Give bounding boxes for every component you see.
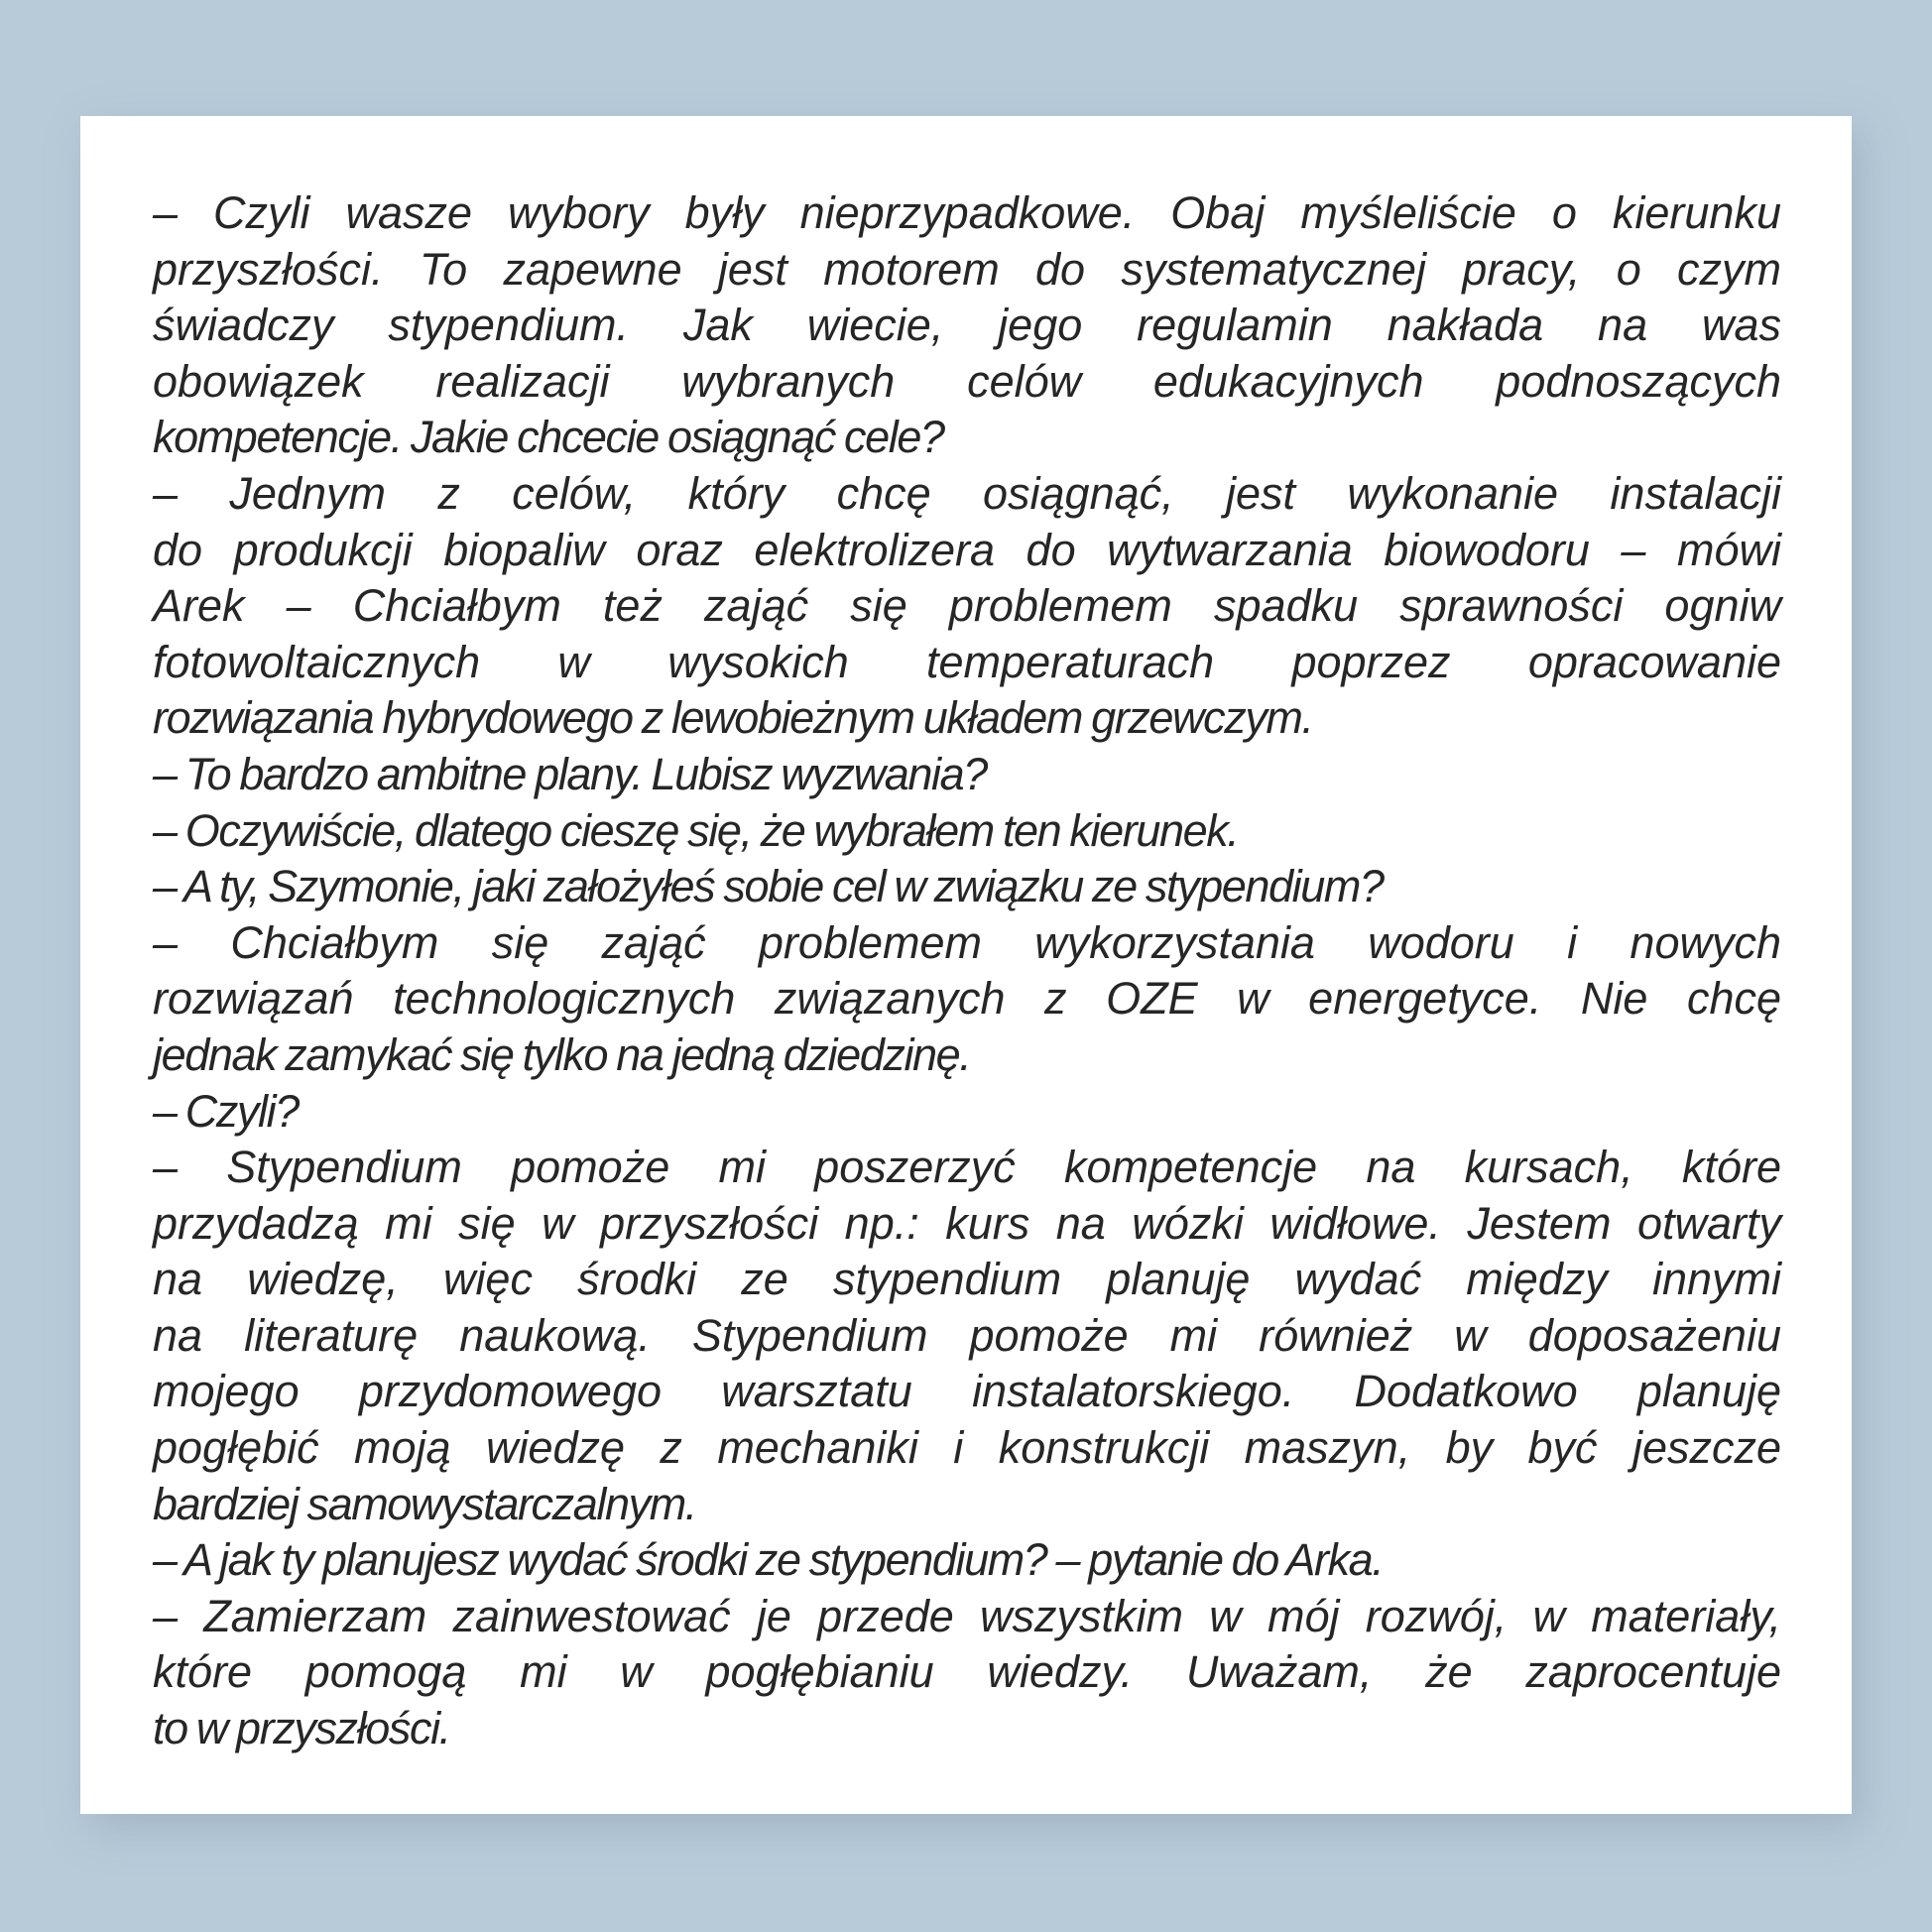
text-line: rozwiązań technologicznych związanych z OZE w energetyce. Nie chcę <box>153 973 1781 1025</box>
interview-text <box>153 185 1781 1757</box>
text-line: obowiązek realizacji wybranych celów edukacyjnych podnoszących <box>153 355 1781 407</box>
text-line: bardziej samowystarczalnym. <box>153 1478 696 1529</box>
text-line: Arek – Chciałbym też zająć się problemem spadku sprawności ogniw <box>153 580 1781 632</box>
text-line: na wiedzę, więc środki ze stypendium planuję wydać między innymi <box>153 1254 1781 1305</box>
text-line: kompetencje. Jakie chcecie osiągnąć cele? <box>153 412 944 463</box>
text-line: przydadzą mi się w przyszłości np.: kurs na wózki widłowe. Jestem otwarty <box>153 1197 1781 1249</box>
text-line: świadczy stypendium. Jak wiecie, jego regulamin nakłada na was <box>153 300 1781 351</box>
text-line: – A jak ty planujesz wydać środki ze stypendium? – pytanie do Arka. <box>153 1534 1384 1586</box>
text-line: – To bardzo ambitne plany. Lubisz wyzwania? <box>153 748 987 799</box>
text-line: na literaturę naukową. Stypendium pomoże mi również w doposażeniu <box>153 1309 1781 1361</box>
article-card <box>80 116 1852 1814</box>
text-line: przyszłości. To zapewne jest motorem do systematycznej pracy, o czym <box>153 243 1781 295</box>
text-line: – A ty, Szymonie, jaki założyłeś sobie cel w związku ze stypendium? <box>153 861 1384 912</box>
text-line: – Czyli wasze wybory były nieprzypadkowe. Obaj myśleliście o kierunku <box>153 187 1781 238</box>
text-line: do produkcji biopaliw oraz elektrolizera do wytwarzania biowodoru – mówi <box>153 524 1781 575</box>
text-line: jednak zamykać się tylko na jedną dziedzinę. <box>153 1028 971 1080</box>
text-line: mojego przydomowego warsztatu instalatorskiego. Dodatkowo planuję <box>153 1366 1781 1417</box>
text-line: – Zamierzam zainwestować je przede wszystkim w mój rozwój, w materiały, <box>153 1590 1781 1641</box>
text-line: pogłębić moją wiedzę z mechaniki i konstrukcji maszyn, by być jeszcze <box>153 1422 1781 1474</box>
text-line: rozwiązania hybrydowego z lewobieżnym układem grzewczym. <box>153 692 1313 744</box>
text-line: to w przyszłości. <box>153 1703 450 1754</box>
text-line: które pomogą mi w pogłębianiu wiedzy. Uważam, że zaprocentuje <box>153 1646 1781 1698</box>
text-line: – Czyli? <box>153 1085 299 1137</box>
text-line: – Jednym z celów, który chcę osiągnąć, jest wykonanie instalacji <box>153 467 1781 519</box>
text-line: – Stypendium pomoże mi poszerzyć kompetencje na kursach, które <box>153 1142 1781 1193</box>
text-line: fotowoltaicznych w wysokich temperaturach poprzez opracowanie <box>153 636 1781 687</box>
text-line: – Oczywiście, dlatego cieszę się, że wybrałem ten kierunek. <box>153 804 1239 856</box>
text-line: – Chciałbym się zająć problemem wykorzystania wodoru i nowych <box>153 916 1781 968</box>
